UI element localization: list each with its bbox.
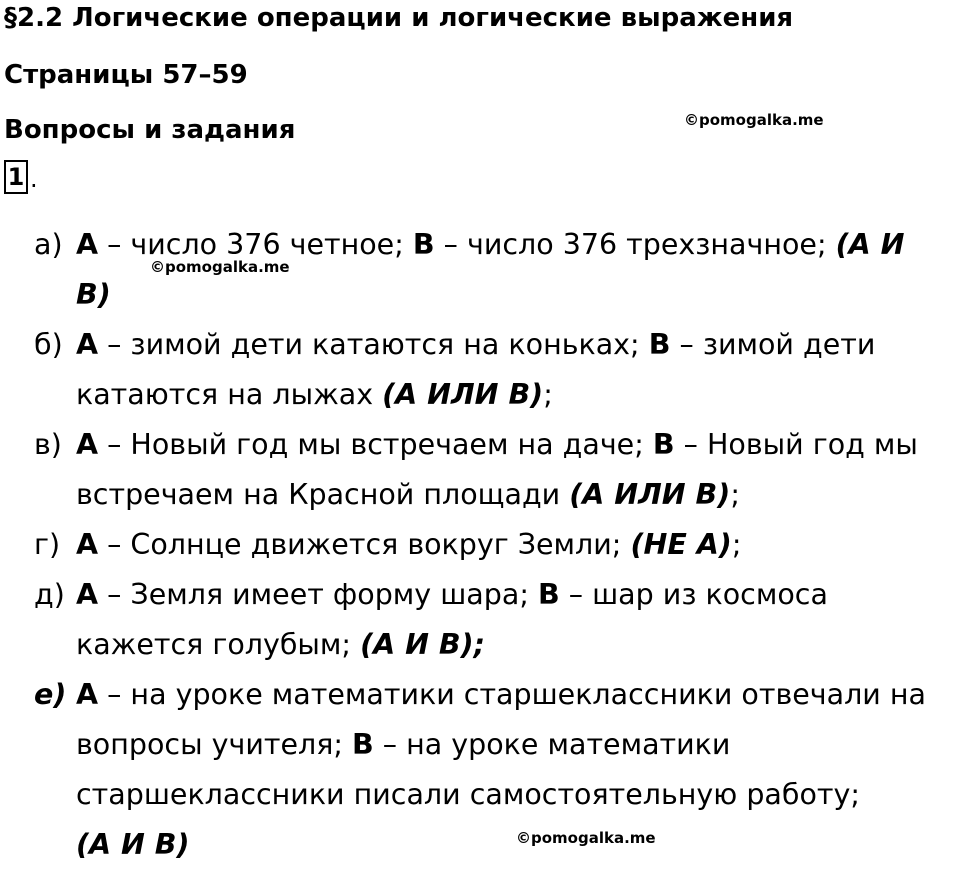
statement-b-label: В <box>412 228 435 261</box>
list-item <box>0 520 960 570</box>
watermark-bottom: ©pomogalka.me <box>516 829 656 847</box>
statement-b-label: В <box>652 428 675 461</box>
item-marker: в) <box>34 428 62 461</box>
statement-a-label: А <box>76 328 99 361</box>
logical-expression: (А И В) <box>76 828 190 861</box>
statement-text: – Солнце движется вокруг Земли; <box>98 528 631 561</box>
tasks-subtitle: Вопросы и задания <box>4 115 296 145</box>
line-end: ; <box>543 378 553 411</box>
item-line <box>76 720 960 770</box>
statement-text: встречаем на Красной площади <box>76 478 570 511</box>
statement-a-label: А <box>76 678 99 711</box>
item-marker: б) <box>34 328 63 361</box>
section-title: §2.2 Логические операции и логические выражения <box>4 3 794 33</box>
watermark-top: ©pomogalka.me <box>684 111 824 129</box>
statement-a-label: А <box>76 428 99 461</box>
list-item <box>0 670 960 870</box>
task-items <box>0 220 960 870</box>
item-line <box>76 320 960 370</box>
item-marker: е) <box>34 678 67 711</box>
statement-text: кажется голубым; <box>76 628 361 661</box>
statement-text: катаются на лыжах <box>76 378 383 411</box>
statement-text: – Новый год мы <box>674 428 918 461</box>
statement-text: – на уроке математики старшеклассники отвечали на <box>98 678 926 711</box>
watermark-middle: ©pomogalka.me <box>150 258 290 276</box>
task-number-box: 1 <box>4 160 28 194</box>
item-line <box>76 520 960 570</box>
item-line <box>76 670 960 720</box>
list-item <box>0 220 960 320</box>
line-end: ; <box>730 478 740 511</box>
task-number-dot: . <box>30 165 38 193</box>
logical-expression: (А ИЛИ В) <box>569 478 731 511</box>
item-line <box>76 470 960 520</box>
item-line <box>76 570 960 620</box>
item-line <box>76 620 960 670</box>
item-line <box>76 420 960 470</box>
statement-b-label: В <box>538 578 560 611</box>
logical-expression: (А И <box>835 228 905 261</box>
statement-a-label: А <box>76 528 99 561</box>
statement-text: – Новый год мы встречаем на даче; <box>98 428 653 461</box>
line-end: ; <box>731 528 742 561</box>
item-line <box>76 370 960 420</box>
statement-text: – шар из космоса <box>559 578 828 611</box>
item-marker: г) <box>34 528 61 561</box>
statement-text: – Земля имеет форму шара; <box>98 578 538 611</box>
statement-b-label: В <box>352 728 374 761</box>
pages-label: Страницы 57–59 <box>4 60 248 90</box>
list-item <box>0 320 960 420</box>
logical-expression: (НЕ А) <box>630 528 732 561</box>
logical-expression: В) <box>76 278 111 311</box>
item-marker: а) <box>34 228 63 261</box>
statement-text: – зимой дети <box>670 328 876 361</box>
statement-a-label: А <box>76 228 99 261</box>
statement-text: вопросы учителя; <box>76 728 353 761</box>
item-marker: д) <box>34 578 65 611</box>
statement-text: старшеклассники писали самостоятельную работу; <box>76 778 860 811</box>
statement-a-label: А <box>76 578 99 611</box>
item-line <box>76 270 960 320</box>
statement-b-label: В <box>648 328 671 361</box>
list-item <box>0 420 960 520</box>
statement-text: – зимой дети катаются на коньках; <box>98 328 649 361</box>
statement-text: – число 376 четное; <box>98 228 413 261</box>
logical-expression: (А И В); <box>360 628 486 661</box>
statement-text: – число 376 трехзначное; <box>434 228 836 261</box>
list-item <box>0 570 960 670</box>
statement-text: – на уроке математики <box>373 728 731 761</box>
item-line <box>76 770 960 820</box>
logical-expression: (А ИЛИ В) <box>382 378 544 411</box>
